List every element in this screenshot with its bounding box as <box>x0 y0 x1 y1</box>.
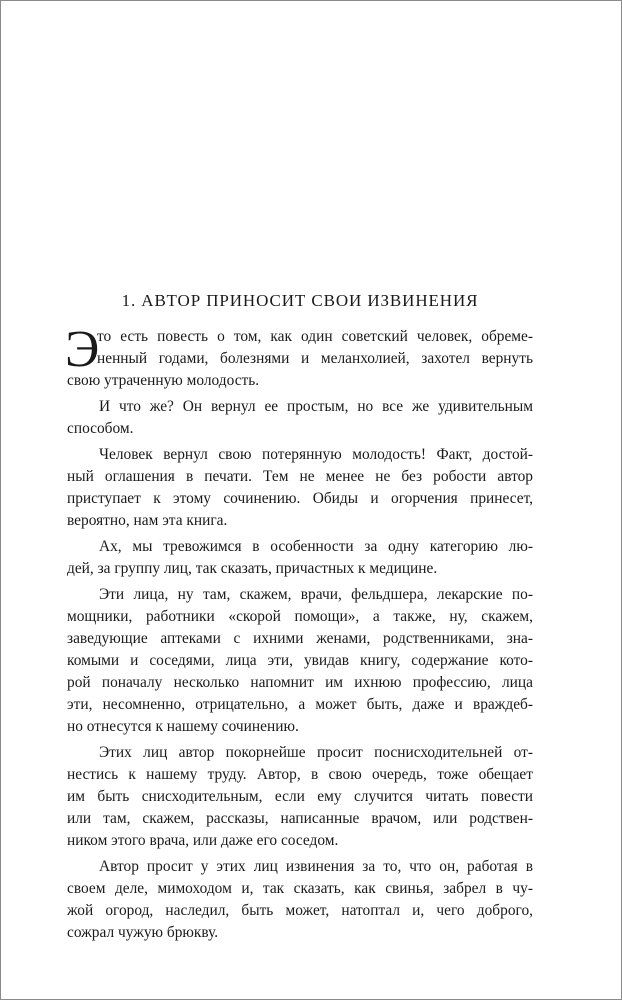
text-line: вероятно, нам эта книга. <box>67 512 228 529</box>
text-line: Эти лица, ну там, скажем, врачи, фельдшера, лекарские по- <box>99 586 533 603</box>
paragraph <box>67 536 533 580</box>
text-line: дей, за группу лиц, так сказать, причастных к медицине. <box>67 560 438 577</box>
text-line: ненный годами, болезнями и меланхолией, захотел вернуть <box>97 350 533 367</box>
text-line: Автор просит у этих лиц извинения за то, что он, работая в <box>99 858 533 875</box>
text-line: нестись к нашему труду. Автор, в свою очередь, тоже обещает <box>67 766 533 783</box>
text-line: способом. <box>67 420 134 437</box>
paragraph <box>67 856 533 944</box>
text-line: приступает к этому сочинению. Обиды и огорчения принесет, <box>67 490 533 507</box>
paragraph <box>67 742 533 852</box>
chapter-text <box>67 290 533 944</box>
text-line: жой огород, наследил, быть может, натоптал и, чего доброго, <box>67 902 533 919</box>
text-line: или там, скажем, рассказы, написанные врачом, или родствен- <box>67 810 533 827</box>
text-line: Ах, мы тревожимся в особенности за одну категорию лю- <box>99 538 533 555</box>
text-line: комыми и соседями, лица эти, увидав книгу, содержание кото- <box>67 652 533 669</box>
text-line: но отнесутся к нашему сочинению. <box>67 718 299 735</box>
text-line: мощники, работники «скорой помощи», а также, ну, скажем, <box>67 608 533 625</box>
text-line: рой поначалу несколько напомнит им ихнюю профессию, лица <box>67 674 533 691</box>
text-line: сожрал чужую брюкву. <box>67 924 219 941</box>
text-line: ником этого врача, или даже его соседом. <box>67 832 339 849</box>
drop-cap: Э <box>65 321 100 378</box>
chapter-title: 1. АВТОР ПРИНОСИТ СВОИ ИЗВИНЕНИЯ <box>121 291 479 310</box>
paragraph <box>65 321 533 392</box>
text-line: Человек вернул свою потерянную молодость! Факт, достой- <box>99 446 533 463</box>
text-line: ный оглашения в печати. Тем не менее не без робости автор <box>67 468 533 485</box>
text-line: Этих лиц автор покорнейше просит поснисходительней от- <box>99 744 533 761</box>
text-line: эти, несомненно, отрицательно, а может быть, даже и враждеб- <box>67 696 533 713</box>
text-line: то есть повесть о том, как один советский человек, обреме- <box>97 328 533 345</box>
paragraph <box>67 444 533 532</box>
text-line: своем деле, мимоходом и, так сказать, как свинья, забрел в чу- <box>67 880 533 897</box>
text-line: свою утраченную молодость. <box>67 372 260 389</box>
chapter-body <box>65 321 533 944</box>
paragraph <box>67 584 533 738</box>
text-line: И что же? Он вернул ее простым, но все же удивительным <box>99 398 533 415</box>
paragraph <box>67 396 533 440</box>
text-line: им быть снисходительным, если ему случится читать повести <box>67 788 533 805</box>
text-line: заведующие аптеками с ихними женами, родственниками, зна- <box>67 630 533 647</box>
